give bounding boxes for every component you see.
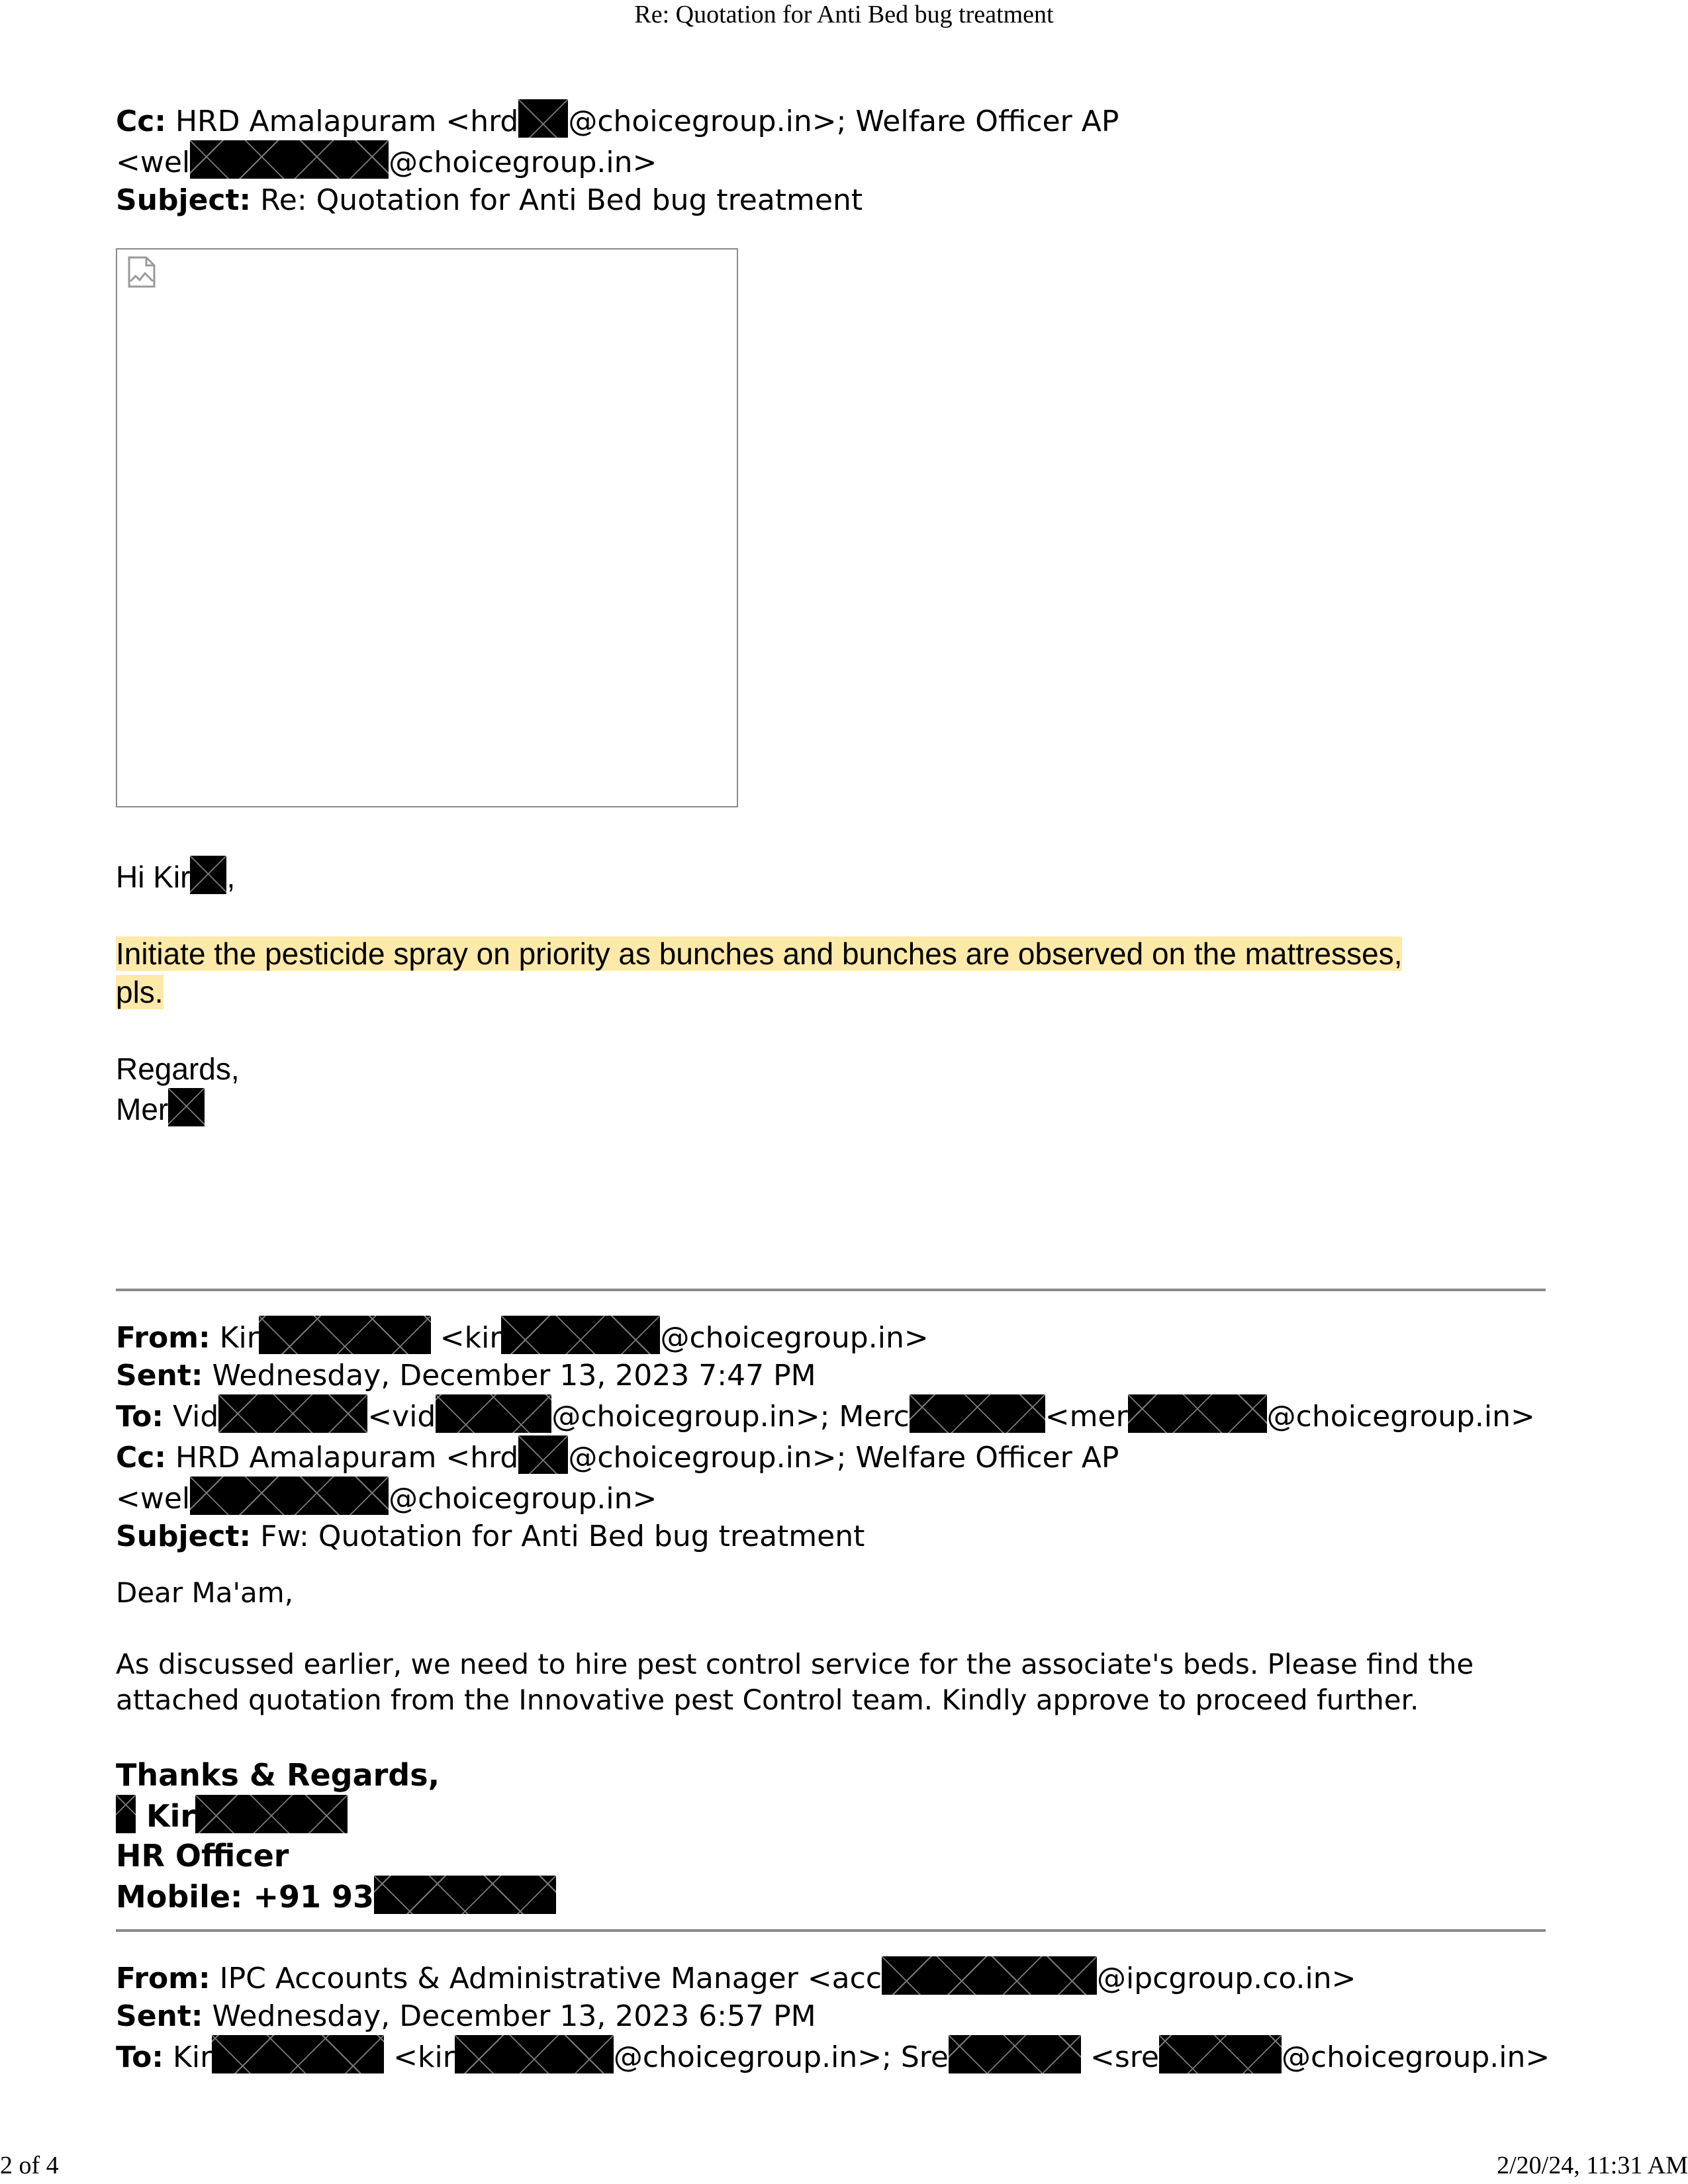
redaction xyxy=(190,1477,389,1515)
cc-label: Cc: xyxy=(116,1441,166,1475)
separator-rule xyxy=(116,1289,1546,1291)
embedded-image-placeholder xyxy=(116,248,738,807)
email1-subject: Re: Quotation for Anti Bed bug treatment xyxy=(260,183,863,217)
email1-signature: Mer xyxy=(116,1088,1546,1128)
email3-sent-line: Sent: Wednesday, December 13, 2023 6:57 PM xyxy=(116,1999,816,2033)
email1-body xyxy=(116,856,1546,1128)
email2-body xyxy=(116,1575,1546,1718)
redaction xyxy=(501,1316,660,1354)
from-label: From: xyxy=(116,1321,211,1355)
redaction xyxy=(190,856,226,894)
redaction xyxy=(195,1795,348,1833)
broken-image-icon xyxy=(126,256,157,289)
sign-name: Kir xyxy=(116,1795,1546,1836)
email3-from-line: From: IPC Accounts & Administrative Manager <acc @ipcgroup.co.in> xyxy=(116,1956,1546,1997)
email1-cc-line2: <wel @choicegroup.in> xyxy=(116,140,1546,181)
email2-sent-line: Sent: Wednesday, December 13, 2023 7:47 PM xyxy=(116,1359,816,1392)
to-label: To: xyxy=(116,1400,164,1433)
page-title: Re: Quotation for Anti Bed bug treatment xyxy=(634,1,1054,28)
email1-cc-line1: Cc: HRD Amalapuram <hrd @choicegroup.in>; Welfare Officer AP xyxy=(116,99,1546,140)
email3-to-line: To: Kir <kir @choicegroup.in>; Sre <sre @choicegroup.in> xyxy=(116,2035,1546,2076)
email2-cc-line2: <wel @choicegroup.in> xyxy=(116,1477,1546,1518)
email2-signature-block xyxy=(116,1755,1546,1917)
email1-greeting: Hi Kir , xyxy=(116,856,1546,896)
sign-regards: Thanks & Regards, xyxy=(116,1757,440,1793)
email2-subject-line xyxy=(116,1518,1546,1555)
sign-title: HR Officer xyxy=(116,1838,289,1874)
page-number: 2 of 4 xyxy=(0,2152,59,2179)
redaction xyxy=(455,2035,614,2073)
redaction xyxy=(168,1088,205,1126)
sent-label: Sent: xyxy=(116,1359,203,1392)
sign-mobile: Mobile: +91 93 xyxy=(116,1876,1546,1917)
email1-header xyxy=(116,99,1546,219)
redaction xyxy=(518,99,568,138)
redaction xyxy=(259,1316,431,1354)
email2-cc-line1: Cc: HRD Amalapuram <hrd @choicegroup.in>; Welfare Officer AP xyxy=(116,1435,1546,1477)
redaction xyxy=(190,140,389,179)
redaction xyxy=(436,1394,551,1433)
redaction xyxy=(374,1876,556,1914)
to-label: To: xyxy=(116,2040,164,2074)
redaction xyxy=(882,1956,1097,1995)
print-timestamp: 2/20/24, 11:31 AM xyxy=(1497,2152,1688,2179)
subject-label: Subject: xyxy=(116,1520,252,1553)
redaction xyxy=(116,1795,136,1833)
email1-subject-line xyxy=(116,181,1546,219)
email3-header xyxy=(116,1956,1550,2076)
email2-salutation: Dear Ma'am, xyxy=(116,1576,294,1609)
redaction xyxy=(218,1394,367,1433)
redaction xyxy=(212,2035,384,2073)
email2-to-line: To: Vid <vid @choicegroup.in>; Merc <mer @choicegroup.in> xyxy=(116,1394,1546,1435)
redaction xyxy=(1128,1394,1267,1433)
email2-subject: Fw: Quotation for Anti Bed bug treatment xyxy=(260,1520,865,1553)
subject-label: Subject: xyxy=(116,183,252,217)
email1-message: Initiate the pesticide spray on priority as bunches and bunches are observed on the mattresses, pls. xyxy=(116,936,1403,1009)
email2-header xyxy=(116,1316,1546,1555)
email2-message: As discussed earlier, we need to hire pest control service for the associate's beds. Please find the attached quotation from the Innovative pest Control team. Kindly approve to proceed further. xyxy=(116,1648,1474,1716)
from-label: From: xyxy=(116,1962,211,1995)
redaction xyxy=(910,1394,1045,1433)
email1-regards: Regards, xyxy=(116,1052,240,1086)
redaction xyxy=(1159,2035,1282,2073)
email2-from-line: From: Kir <kir @choicegroup.in> xyxy=(116,1316,1546,1357)
separator-rule xyxy=(116,1929,1546,1932)
cc-label: Cc: xyxy=(116,105,166,138)
redaction xyxy=(949,2035,1081,2073)
redaction xyxy=(518,1435,568,1474)
sent-label: Sent: xyxy=(116,1999,203,2033)
